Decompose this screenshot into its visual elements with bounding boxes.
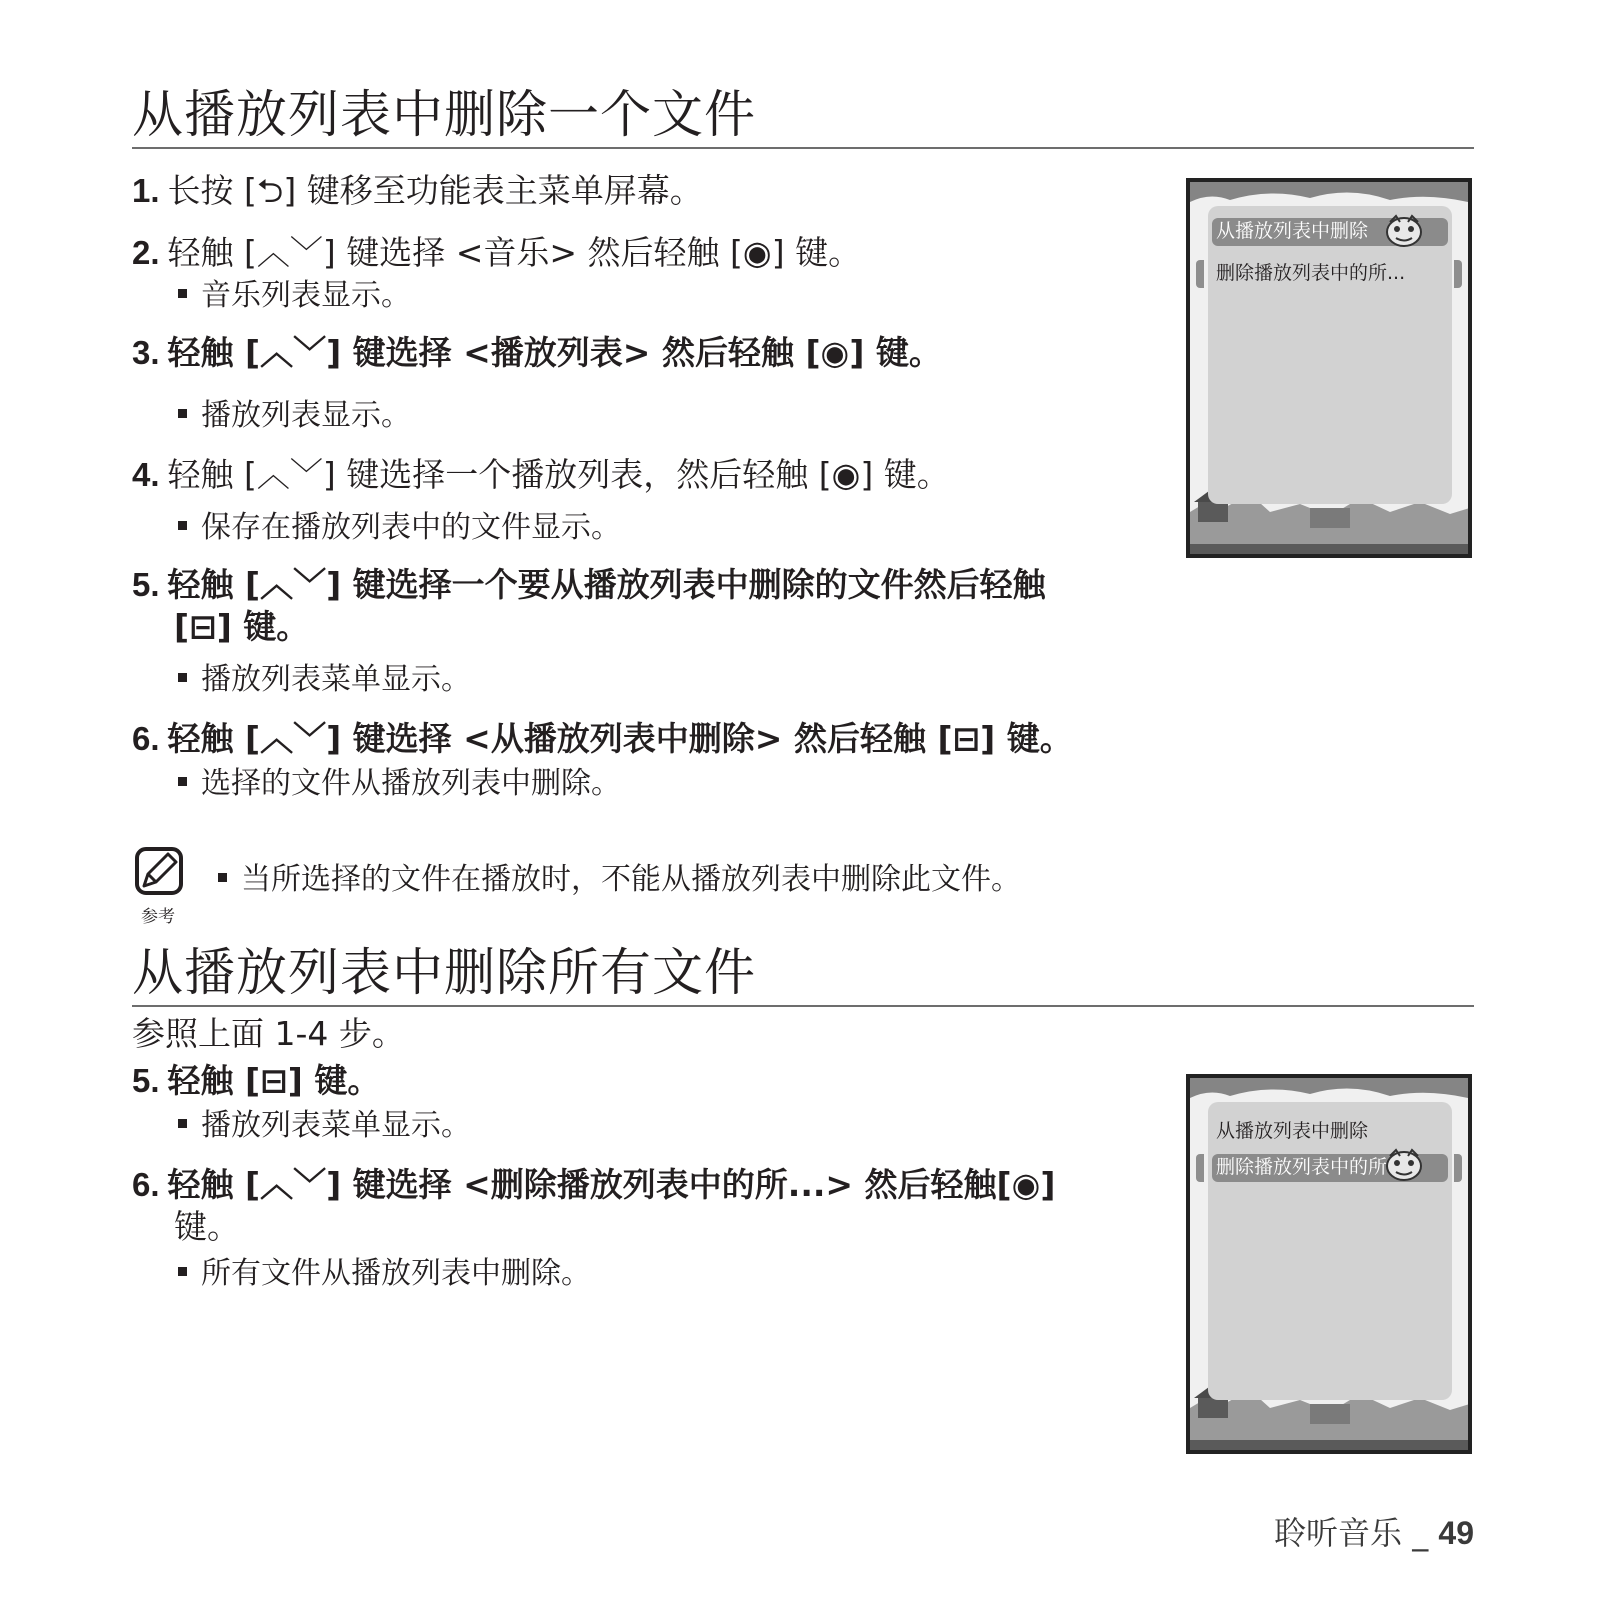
step-number: 5. (132, 1062, 160, 1099)
step-text: 轻触 [︿﹀] 键选择 <音乐> 然后轻触 [◉] 键。 (167, 233, 862, 272)
menu-panel (1208, 1102, 1452, 1400)
step-1 (132, 170, 1172, 212)
section-title-delete-one-file: 从播放列表中删除一个文件 (132, 90, 1474, 149)
step-4-result: 保存在播放列表中的文件显示。 (178, 510, 621, 546)
menu-item-remove-from-playlist[interactable]: 从播放列表中删除 (1216, 1120, 1369, 1142)
step-6 (132, 718, 1172, 760)
device-screen-1 (1186, 178, 1472, 558)
section-title-delete-all-files: 从播放列表中删除所有文件 (132, 948, 1474, 1007)
step-number: 3. (132, 334, 160, 371)
mascot-icon (1384, 214, 1424, 248)
note-pencil-icon (134, 846, 184, 896)
scroll-tab-right (1454, 1154, 1462, 1182)
step-text: 长按 [⮌] 键移至功能表主菜单屏幕。 (167, 171, 703, 210)
reference-steps: 参照上面 1-4 步。 (132, 1014, 405, 1053)
step-6b-result: 所有文件从播放列表中删除。 (178, 1256, 591, 1292)
step-text: 轻触 [︿﹀] 键选择 <从播放列表中删除> 然后轻触 [⊟] 键。 (167, 719, 1073, 758)
step-3-result: 播放列表显示。 (178, 398, 411, 434)
step-number: 4. (132, 456, 160, 493)
menu-item-remove-from-playlist[interactable]: 从播放列表中删除 (1212, 218, 1448, 246)
step-number: 5. (132, 566, 160, 603)
step-number: 1. (132, 172, 160, 209)
step-6b (132, 1164, 1172, 1248)
step-4 (132, 454, 1172, 496)
step-6-result: 选择的文件从播放列表中删除。 (178, 766, 621, 802)
step-2-result: 音乐列表显示。 (178, 278, 411, 314)
menu-item-remove-all[interactable]: 删除播放列表中的所... (1216, 262, 1406, 284)
mascot-icon (1384, 1148, 1424, 1182)
step-text: 轻触 [︿﹀] 键选择 <删除播放列表中的所...> 然后轻触[◉] (167, 1165, 1056, 1204)
note-label: 参考 (141, 907, 175, 927)
step-5b (132, 1060, 1172, 1102)
scroll-tab-right (1454, 260, 1462, 288)
step-5-result: 播放列表菜单显示。 (178, 662, 471, 698)
note-text: 当所选择的文件在播放时，不能从播放列表中删除此文件。 (218, 862, 1021, 898)
step-number: 6. (132, 1166, 160, 1203)
step-text: 轻触 [︿﹀] 键选择一个要从播放列表中删除的文件然后轻触 (167, 565, 1046, 604)
step-text-continued: [⊟] 键。 (174, 607, 310, 646)
step-3 (132, 332, 1172, 374)
step-text: 轻触 [⊟] 键。 (167, 1061, 381, 1100)
menu-panel (1208, 206, 1452, 504)
step-number: 6. (132, 720, 160, 757)
page-footer (1274, 1508, 1474, 1554)
menu-item-remove-all[interactable]: 删除播放列表中的所 (1212, 1154, 1448, 1182)
footer-label: 聆听音乐 _ (1274, 1514, 1439, 1552)
step-5 (132, 564, 1172, 648)
device-screen-2 (1186, 1074, 1472, 1454)
step-number: 2. (132, 234, 160, 271)
scroll-tab-left (1196, 1154, 1204, 1182)
step-text: 轻触 [︿﹀] 键选择 <播放列表> 然后轻触 [◉] 键。 (167, 333, 942, 372)
step-text-continued: 键。 (174, 1207, 240, 1246)
scroll-tab-left (1196, 260, 1204, 288)
page-number: 49 (1438, 1515, 1474, 1551)
step-5b-result: 播放列表菜单显示。 (178, 1108, 471, 1144)
step-text: 轻触 [︿﹀] 键选择一个播放列表，然后轻触 [◉] 键。 (167, 455, 950, 494)
step-2 (132, 232, 1172, 274)
